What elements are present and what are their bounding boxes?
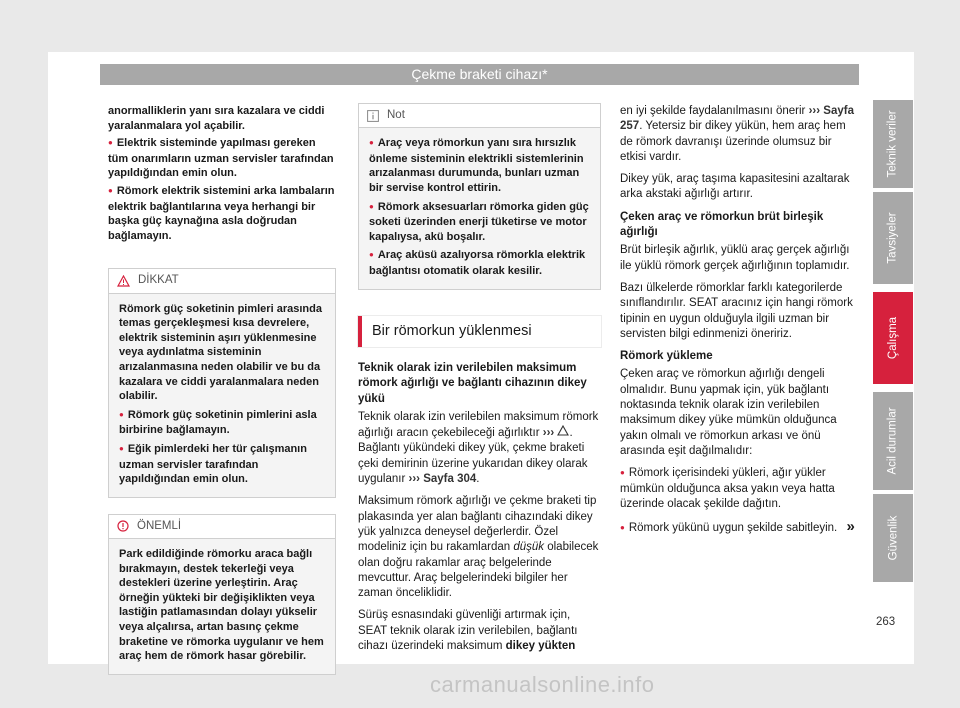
paragraph: Çeken araç ve römorkun ağırlığı dengeli olmalıdır. Bunu yapmak için, yük bağlantı noktasında teknik olarak izin verilebilen maksimum dikey yüke mümkün olduğunca yakın olmalı ve römorkun arkası ve önü arasında eşit dağılmalıdır: [620,368,837,457]
note-header [359,104,600,128]
paragraph-text: Sürüş esnasındaki güvenliği artırmak için, SEAT teknik olarak izin verilebilen, bağlantı cihazı üzerindeki maksimum [358,609,578,652]
note-bullet: ● Araç aküsü azalıyorsa römorkla elektrik bağlantısı otomatik olarak kesilir. [369,248,590,278]
subheading: Çeken araç ve römorkun brüt birleşik ağırlığı [620,210,824,239]
continue-mark: » [846,518,855,536]
tab-label: Güvenlik [887,515,899,561]
continuation-text: anormalliklerin yanı sıra kazalara ve ciddi yaralanmalara yol açabilir. [108,105,325,132]
important-label: ÖNEMLİ [137,519,182,532]
paragraph-text: . Bağlantı yükündeki dikey yük, çekme braketi çeki demirinin üzerine yukarıdan dikey olarak uygulanır [358,427,588,486]
page-link[interactable]: Sayfa 304 [423,473,477,486]
paragraph [620,104,858,165]
paragraph-text: olabilecek olan doğru rakamlar araç belgelerinde mevcuttur. Araç belgelerindeki bilgiler her zaman önceliklidir. [358,541,599,600]
note-bullet: ● Araç veya römorkun yanı sıra hırsızlık önleme sisteminin elektrikli sistemlerinin arızalanması durumunda, bunları uzman bir servise kontrol ettirin. [369,136,590,195]
note-box [358,103,601,290]
important-text: Park edildiğinde römorku araca bağlı bırakmayın, destek tekerleği veya destekleri üzerine yerleştirin. Araç örneğin yükteki bir değişiklikten veya lastiğin patlamasından dolayı yükselir veya alçalırsa, artan basınç çekme braketine ve römorka uygulanır ve hem araç hem de römork hasar görebilir. [119,548,324,663]
tab-label: Tavsiyeler [887,212,900,264]
watermark: carmanualsonline.info [430,672,655,697]
info-note-icon [367,110,379,122]
paragraph-text: en iyi şekilde faydalanılmasını önerir [620,105,806,117]
paragraph-text: Maksimum römork ağırlığı ve çekme braketi tip plakasında yer alan bağlantı cihazındaki dikey yük yalnızca deneysel değerlerdir. Özel modeliniz için bu rakamlardan [358,495,597,554]
tab-tavsiyeler[interactable] [873,192,913,284]
important-body [109,539,335,674]
paragraph-text: Teknik olarak izin verilebilen maksimum römork ağırlığı aracın çekebileceği ağırlıktır [358,410,599,440]
warning-header [109,269,335,293]
column-1 [108,104,336,687]
exclamation-circle-icon [117,520,129,532]
warning-bullet: ● Eğik pimlerdeki her tür çalışmanın uzman servisler tarafından yapıldığından emin olun. [119,442,325,487]
note-label: Not [387,109,405,121]
list-item [620,519,858,536]
continuation-bullet: ● Römork elektrik sistemini arka lambaların elektrik bağlantılarına veya herhangi bir başka güç kaynağına asla doğrudan bağlamayın. [108,184,336,243]
tab-calisma[interactable] [873,292,913,384]
warning-text: Römork güç soketinin pimleri arasında temas gerçekleşmesi kısa devrelere, elektrik sisteminin aşırı yüklenmesine veya aydınlatma sisteminin arızalanmasına neden olabilir ve bu da kazalara ve ciddi yaralanmalara neden olabilir. [119,302,322,403]
list-item: ● Römork içerisindeki yükleri, ağır yükler mümkün olduğunca aksa yakın veya hatta üzerinde olacak şekilde dağıtın. [620,466,858,512]
warning-box [108,268,336,497]
section-title: Bir römorkun yüklenmesi [358,316,601,347]
tab-guvenlik[interactable] [873,494,913,582]
paragraph: Bazı ülkelerde römorklar farklı kategorilerde sınıflandırılır. SEAT aracınız için hangi römork tipinin en uygun olduğuyla ilgili uzman bir servisten bilgi edinmenizi öneririz. [620,281,853,340]
warning-continuation [108,104,336,254]
paragraph: Brüt birleşik ağırlık, yüklü araç gerçek ağırlığı ile yüklü römork gerçek ağırlığının toplamıdır. [620,244,850,272]
paragraph-text: . Yetersiz bir dikey yükün, hem araç hem de römork davranışı üzerinde olumsuz bir etkisi vardır. [620,120,846,163]
paragraph [358,608,601,654]
list-item-text: ● Römork yükünü uygun şekilde sabitleyin. [620,522,837,534]
emphasis-text: düşük [513,541,545,554]
note-body [359,128,600,288]
tab-acil-durumlar[interactable] [873,392,913,490]
cross-reference-arrow[interactable]: ››› [542,427,555,440]
note-bullet: ● Römork aksesuarları römorka giden güç soketi üzerinden enerji tüketirse ve motor kapalıysa, akü boşalır. [369,200,590,245]
warning-label: DİKKAT [138,274,179,287]
warning-triangle-icon [557,425,569,436]
subheading: Teknik olarak izin verilebilen maksimum römork ağırlığı ve bağlantı cihazının dikey yükü [358,361,587,405]
continuation-bullet: ● Elektrik sisteminde yapılması gereken tüm onarımların uzman servisler tarafından yapıldığından emin olun. [108,136,336,181]
warning-triangle-icon [117,275,130,287]
page-number: 263 [876,616,896,628]
tab-label: Çalışma [887,316,899,360]
important-box [108,514,336,675]
page-header: Çekme braketi cihazı* [100,64,859,85]
column-2 [358,104,601,661]
warning-body [109,294,335,497]
tab-teknik-veriler[interactable] [873,100,913,188]
paragraph: Teknik olarak izin verilebilen maksimum römork ağırlığı aracın çekebileceği ağırlıktır ››› . Bağlantı yükündeki dikey yük, çekme braketi çeki demirinin üzerine yukarıdan dikey olarak uygulanır ››› Sayfa 304. [358,410,599,486]
paragraph: Dikey yük, araç taşıma kapasitesini azaltarak arka akstaki ağırlığı artırır. [620,173,850,201]
cross-reference-arrow[interactable]: ››› [408,473,421,486]
important-header [109,515,335,539]
warning-bullet: ● Römork güç soketinin pimlerini asla birbirine bağlamayın. [119,408,325,438]
paragraph [358,494,601,601]
page-link[interactable]: Sayfa 257 [620,105,854,133]
bold-text: dikey yükten [505,639,576,652]
tab-label: Teknik veriler [887,110,900,178]
subheading: Römork yükleme [620,350,713,363]
column-3 [620,104,858,543]
cross-reference-arrow[interactable]: ››› [808,105,821,117]
tab-label: Acil durumlar [887,407,900,475]
